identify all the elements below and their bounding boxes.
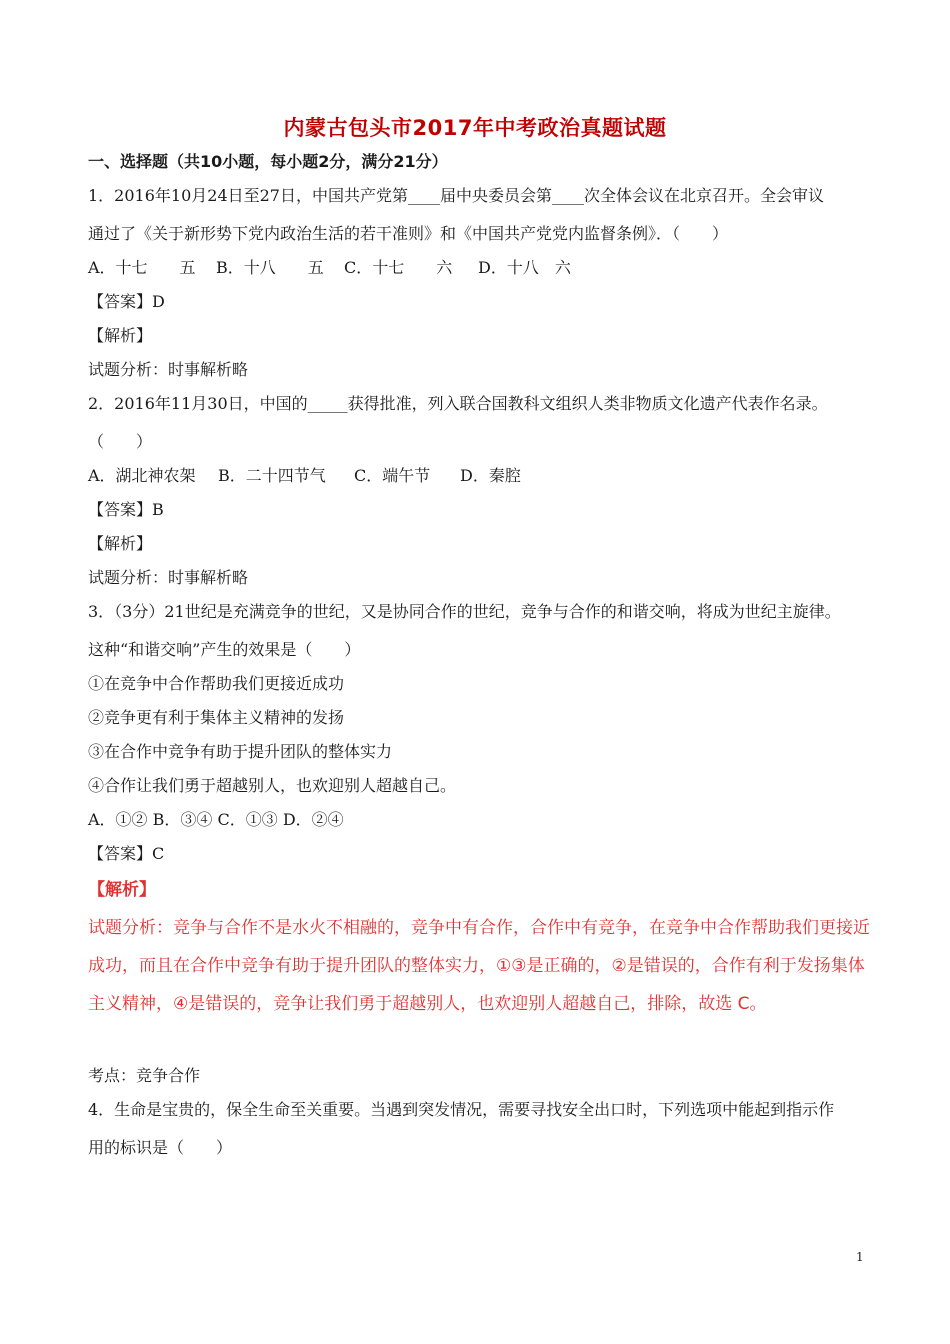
q2-options (88, 466, 521, 486)
q2-option-d: D．秦腔 (460, 466, 521, 485)
section-heading: 一、选择题（共10小题，每小题2分，满分21分） (88, 152, 448, 171)
q3-item-2: ②竞争更有利于集体主义精神的发扬 (88, 708, 345, 727)
q1-stem-line1: 1．2016年10月24日至27日，中国共产党第____届中央委员会第____次全体会议在北京召开。全会审议 (88, 186, 824, 205)
q1-option-d: D．十八 六 (478, 258, 571, 277)
q3-item-3: ③在合作中竞争有助于提升团队的整体实力 (88, 742, 393, 761)
q1-stem-line2: 通过了《关于新形势下党内政治生活的若干准则》和《中国共产党党内监督条例》．（ ） (88, 224, 729, 243)
q2-analysis: 试题分析：时事解析略 (88, 568, 249, 587)
q1-option-a: A．十七 五 (88, 258, 196, 277)
q3-stem-line2: 这种“和谐交响”产生的效果是（ ） (88, 640, 361, 659)
q1-options (88, 258, 571, 278)
q3-analysis-line1: 试题分析：竞争与合作不是水火不相融的，竞争中有合作，合作中有竞争，在竞争中合作帮助我们更接近 (88, 918, 870, 938)
q4-stem-line2: 用的标识是（ ） (88, 1138, 233, 1157)
q3-kaodian: 考点：竞争合作 (88, 1066, 201, 1085)
q3-answer: 【答案】C (88, 844, 165, 863)
q4-stem-line1: 4．生命是宝贵的，保全生命至关重要。当遇到突发情况，需要寻找安全出口时，下列选项中能起到指示作 (88, 1100, 835, 1119)
q1-option-c: C．十七 六 (344, 258, 453, 277)
q2-analysis-head: 【解析】 (88, 534, 153, 553)
q3-options: A．①② B．③④ C．①③ D．②④ (88, 810, 344, 829)
page-number: 1 (856, 1250, 864, 1264)
q2-stem-line2: （ ） (88, 432, 153, 451)
q2-answer: 【答案】B (88, 500, 164, 519)
q3-item-4: ④合作让我们勇于超越别人，也欢迎别人超越自己。 (88, 776, 457, 795)
q2-option-a: A．湖北神农架 (88, 466, 196, 485)
q3-analysis-line2: 成功，而且在合作中竞争有助于提升团队的整体实力，①③是正确的，②是错误的，合作有利于发扬集体 (88, 956, 865, 976)
q3-analysis-line3: 主义精神，④是错误的，竞争让我们勇于超越别人，也欢迎别人超越自己，排除，故选 C。 (88, 994, 767, 1014)
q1-analysis: 试题分析：时事解析略 (88, 360, 249, 379)
q3-item-1: ①在竞争中合作帮助我们更接近成功 (88, 674, 345, 693)
q3-stem-line1: 3．（3分）21世纪是充满竞争的世纪，又是协同合作的世纪，竞争与合作的和谐交响，将成为世纪主旋律。 (88, 602, 841, 621)
q2-option-b: B．二十四节气 (218, 466, 326, 485)
q1-answer: 【答案】D (88, 292, 165, 311)
q1-analysis-head: 【解析】 (88, 326, 153, 345)
q1-option-b: B．十八 五 (216, 258, 324, 277)
q2-option-c: C．端午节 (354, 466, 431, 485)
q3-analysis-head: 【解析】 (88, 880, 156, 900)
q2-stem-line1: 2．2016年11月30日，中国的_____获得批准，列入联合国教科文组织人类非物质文化遗产代表作名录。 (88, 394, 828, 413)
page-title: 内蒙古包头市2017年中考政治真题试题 (283, 116, 667, 140)
